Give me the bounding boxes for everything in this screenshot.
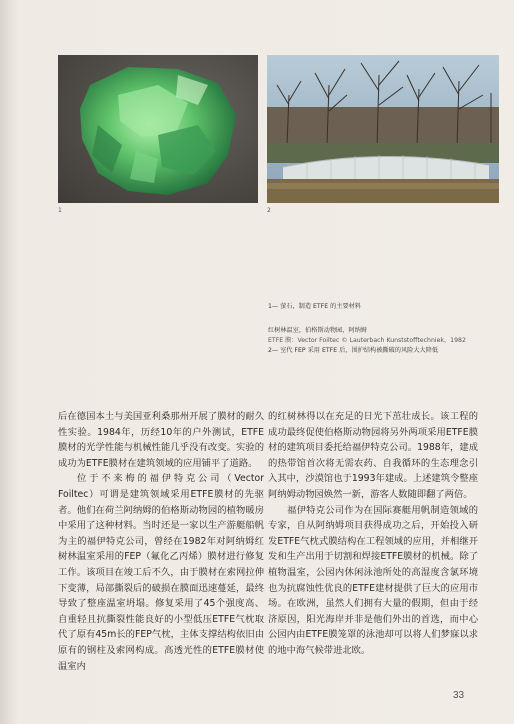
fluorite-photo [58, 55, 258, 203]
greenhouse-illustration [267, 55, 499, 203]
paragraph: 后在德国本土与美国亚利桑那州开展了膜材的耐久性实验。1984年，历经10年的户外测试，ETFE膜材的光学性能与机械性能几乎没有改变。实验的成功为ETFE膜材在建筑领域的应用铺平了道路。 [58, 411, 264, 469]
body-column-right [268, 409, 478, 659]
paragraph: 位于不来梅的福伊特克公司（Vector Foiltec）可谓是建筑领域采用ETFE膜材的先驱者。他们在荷兰阿纳姆的伯格斯动物园的植物暖房中采用了这种材料。当时还是一家以生产游艇船帆为主的福伊特克公司，曾经在1982年对阿纳姆红树林温室采用的FEP（氟化乙丙烯）膜材进行修复工作。该项目在竣工后不久，由于膜材在索网拉伸下变薄，局部撕裂后的破损在膜面迅速蔓延，最终导致了整座温室坍塌。修复采用了45个强度高、自重轻且抗撕裂性能良好的小型低压ETFE气枕取代了原有45m长的FEP气枕，主体支撑结构依旧由原有的钢柱及索网构成。高透光性的ETFE膜材使温室内 [58, 473, 264, 672]
figure-1-number: 1 [58, 207, 62, 214]
paragraph: 的红树林得以在充足的日光下茁壮成长。该工程的成功最终促使伯格斯动物园将另外两项采用ETFE膜材的建筑项目委托给福伊特克公司。1988年，建成的热带馆首次将无需农药、自我循环的生态理念引入其中，沙漠馆也于1993年建成。上述建筑令整座阿纳姆动物园焕然一新，游客人数随即翻了两倍。 [268, 411, 478, 500]
page-number: 33 [453, 690, 465, 701]
caption-credit: ETFE 膜：Vector Foiltec © Lauterbach Kunststofftechniek，1982 [268, 337, 466, 344]
figure-2-number: 2 [267, 207, 271, 214]
caption-fig1: 1— 萤石，制造 ETFE 的主要材料 [268, 303, 362, 310]
caption-fig2: 2— 室代 FEP 采用 ETFE 后，围护结构被撕破的风险大大降低 [268, 347, 439, 354]
greenhouse-photo [267, 55, 499, 203]
paragraph: 福伊特克公司作为在国际赛艇用帆制造领域的专家，自从阿纳姆项目获得成功之后，开始投入研发ETFE气枕式膜结构在工程领域的应用，并相继开发和生产出用于切割和焊接ETFE膜材的机械。除了植物温室，公园内休闲泳池所处的高湿度含氯环境也为抗腐蚀性优良的ETFE建材提供了巨大的应用市场。在欧洲，虽然人们拥有大量的假期，但由于经济原因，阳光海岸并非是他们外出的首选，而中心公园内由ETFE膜笼罩的泳池却可以将人们梦寐以求的地中海气候带进北欧。 [268, 504, 478, 656]
fluorite-illustration [58, 55, 258, 203]
caption-location: 红树林温室，伯格斯动物园，阿纳姆 [268, 327, 367, 334]
body-column-left [58, 409, 264, 674]
